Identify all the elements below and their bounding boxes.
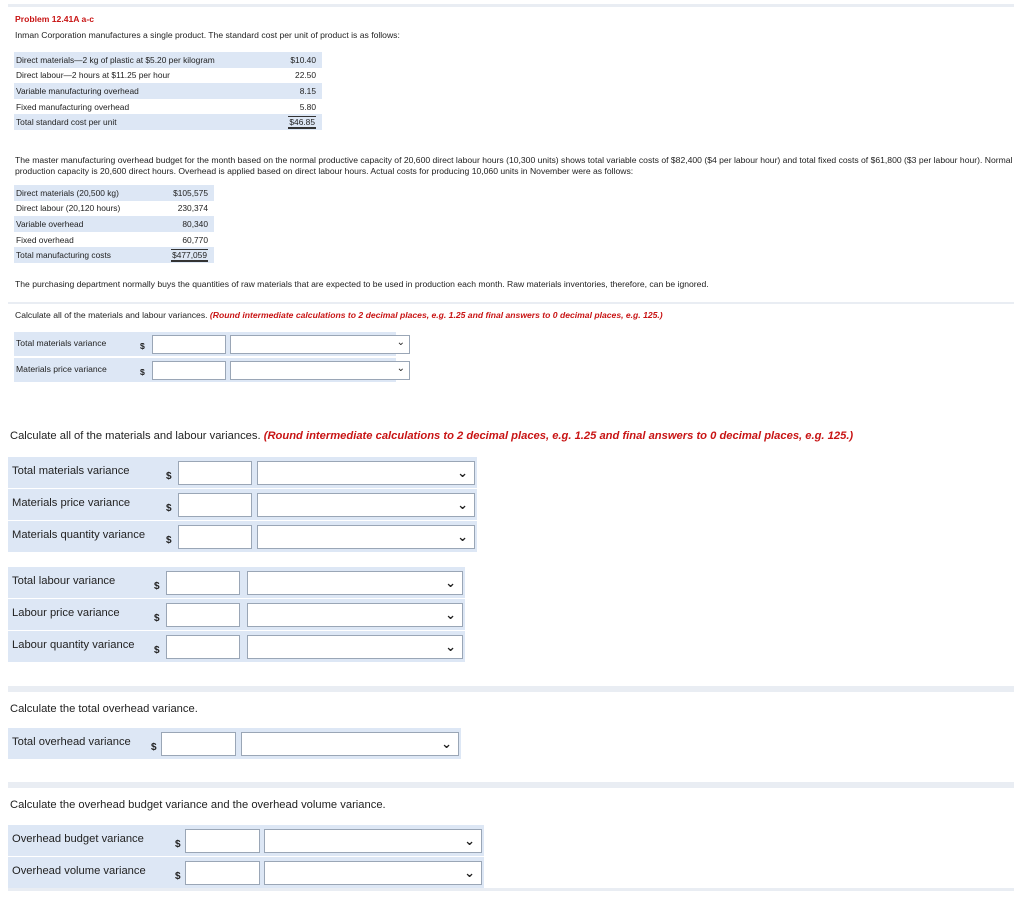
amount-input[interactable] [178,461,252,485]
answer-label: Overhead volume variance [12,865,146,877]
answer-label: Materials price variance [16,364,107,374]
budget-paragraph: The master manufacturing overhead budget for the month based on the normal productive capacity of 20,600 direct labour hours (10,300 units) shows total variable costs of $82,400 ($4 per labour hour) and total fixed costs of $61,800 ($3 per labour hour). Normal production capacity is 20,600 direct hours. Overhead is applied based on direct labour hours. Actual costs for producing 10,060 units in November were as follows: [15,155,1013,176]
answer-row [8,825,484,856]
dollar-sign: $ [140,341,145,351]
table-row [14,99,322,115]
answer-row [8,521,477,552]
table-row [14,52,322,68]
variance-type-select[interactable] [257,461,475,485]
variance-type-select[interactable] [257,493,475,517]
dollar-sign: $ [154,645,160,656]
dollar-sign: $ [166,535,172,546]
variance-type-select[interactable] [247,635,463,659]
actual-value: 60,770 [156,232,214,248]
actual-label: Fixed overhead [14,232,156,248]
amount-input[interactable] [152,361,226,380]
answer-row [8,457,477,488]
table-row [14,216,214,232]
problem-title: Problem 12.41A a-c [15,14,94,24]
answer-label: Materials price variance [12,497,131,509]
cost-label: Fixed manufacturing overhead [14,99,266,115]
answer-row [8,599,465,630]
section-separator [8,782,1014,788]
amount-input[interactable] [166,571,240,595]
instructions-small [15,310,663,320]
answer-label: Labour quantity variance [12,639,135,651]
variance-type-select[interactable] [230,335,410,354]
answer-row [8,728,461,759]
variance-type-select[interactable] [257,525,475,549]
amount-input[interactable] [152,335,226,354]
cost-label: Variable manufacturing overhead [14,83,266,99]
table-row [14,114,322,130]
answer-row [8,567,465,598]
amount-input[interactable] [166,635,240,659]
cost-label: Direct labour—2 hours at $11.25 per hour [14,68,266,84]
answer-row-small [14,332,405,356]
variance-type-select[interactable] [247,571,463,595]
dollar-sign: $ [151,742,157,753]
rounding-note: (Round intermediate calculations to 2 decimal places, e.g. 1.25 and final answers to 0 decimal places, e.g. 125.) [209,310,663,320]
dollar-sign: $ [166,471,172,482]
answer-label: Materials quantity variance [12,529,146,541]
variance-type-select[interactable] [247,603,463,627]
amount-input[interactable] [185,861,260,885]
actual-total-label: Total manufacturing costs [14,247,156,263]
variance-type-select[interactable] [264,861,482,885]
amount-input[interactable] [185,829,260,853]
table-row [14,83,322,99]
cost-total-value: $46.85 [289,117,315,128]
cost-label: Direct materials—2 kg of plastic at $5.20 per kilogram [14,52,266,68]
amount-input[interactable] [161,732,236,756]
actual-value: 230,374 [156,201,214,217]
instruction-text: Calculate all of the materials and labour variances. [15,310,208,320]
chevron-down-icon: ⌄ [457,497,468,512]
problem-intro: Inman Corporation manufactures a single product. The standard cost per unit of product is as follows: [15,30,400,40]
answer-label: Labour price variance [12,607,120,619]
cost-value: 8.15 [266,83,322,99]
chevron-down-icon: ⌄ [396,337,405,348]
answer-row [8,489,477,520]
answer-row [8,857,484,888]
table-row [14,201,214,217]
instructions-budget-volume: Calculate the overhead budget variance and the overhead volume variance. [10,799,386,811]
cost-value: 5.80 [266,99,322,115]
table-row [14,68,322,84]
dollar-sign: $ [166,503,172,514]
actual-label: Direct labour (20,120 hours) [14,201,156,217]
chevron-down-icon: ⌄ [441,736,452,751]
amount-input[interactable] [178,493,252,517]
answer-row [8,631,465,662]
top-separator [8,4,1014,7]
chevron-down-icon: ⌄ [464,833,475,848]
chevron-down-icon: ⌄ [464,865,475,880]
standard-cost-table [14,52,322,130]
variance-type-select[interactable] [264,829,482,853]
actual-value: $105,575 [156,185,214,201]
amount-input[interactable] [178,525,252,549]
chevron-down-icon: ⌄ [445,639,456,654]
chevron-down-icon: ⌄ [445,607,456,622]
chevron-down-icon: ⌄ [457,465,468,480]
answer-label: Total overhead variance [12,736,131,748]
dollar-sign: $ [175,839,181,850]
actual-value: 80,340 [156,216,214,232]
chevron-down-icon: ⌄ [396,363,405,374]
rounding-note: (Round intermediate calculations to 2 decimal places, e.g. 1.25 and final answers to 0 decimal places, e.g. 125.) [263,430,854,442]
chevron-down-icon: ⌄ [445,575,456,590]
cost-value: 22.50 [266,68,322,84]
dollar-sign: $ [175,871,181,882]
instructions-total-overhead: Calculate the total overhead variance. [10,703,198,715]
table-row [14,185,214,201]
section-separator [8,686,1014,692]
actual-cost-table [14,185,214,263]
dollar-sign: $ [154,613,160,624]
table-row [14,232,214,248]
answer-label: Overhead budget variance [12,833,144,845]
variance-type-select[interactable] [230,361,410,380]
actual-label: Direct materials (20,500 kg) [14,185,156,201]
chevron-down-icon: ⌄ [457,529,468,544]
section-divider [8,302,1014,304]
bottom-separator [8,888,1014,891]
cost-value: $10.40 [266,52,322,68]
instruction-text: Calculate all of the materials and labour variances. [10,430,261,442]
amount-input[interactable] [166,603,240,627]
answer-row-small [14,358,405,382]
answer-label: Total materials variance [16,338,107,348]
answer-label: Total materials variance [12,465,130,477]
answer-label: Total labour variance [12,575,116,587]
dollar-sign: $ [154,581,160,592]
instructions-main [10,430,853,442]
actual-total-value: $477,059 [172,250,207,261]
actual-label: Variable overhead [14,216,156,232]
purchasing-note: The purchasing department normally buys the quantities of raw materials that are expected to be used in production each month. Raw materials inventories, therefore, can be ignored. [15,279,709,289]
dollar-sign: $ [140,367,145,377]
table-row [14,247,214,263]
cost-total-label: Total standard cost per unit [14,114,266,130]
variance-type-select[interactable] [241,732,459,756]
